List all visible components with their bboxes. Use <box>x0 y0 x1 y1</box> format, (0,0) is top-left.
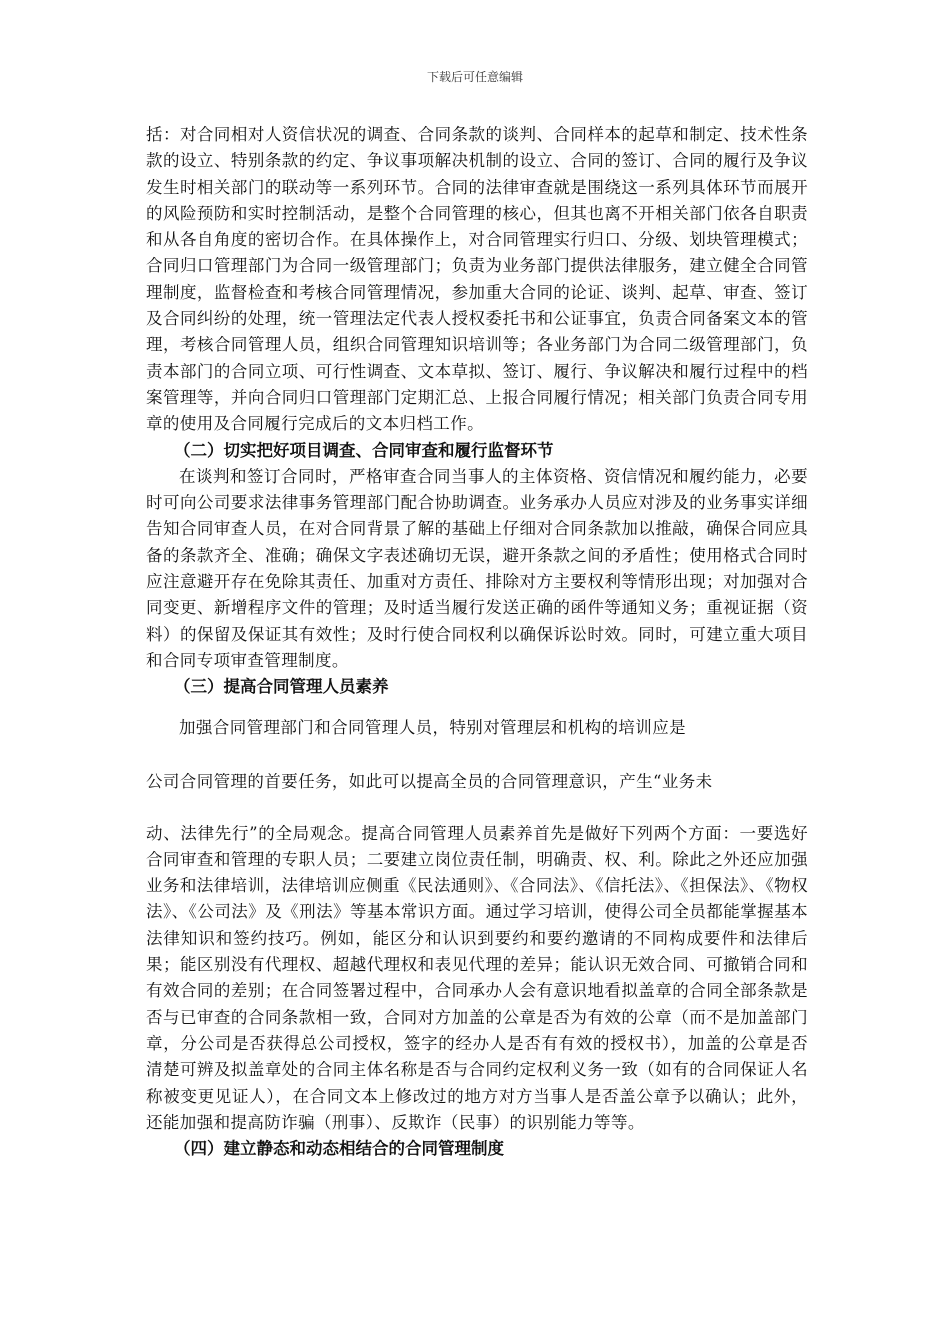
paragraph-training-body: 动、法律先行”的全局观念。提高合同管理人员素养首先是做好下列两个方面：一要选好合同审查和管理的专职人员；二要建立岗位责任制，明确责、权、利。除此之外还应加强业务和法律培训，法律培训应侧重《民法通则》、《合同法》、《信托法》、《担保法》、《物权法》、《公司法》及《刑法》等基本常识方面。通过学习培训，使得公司全员都能掌握基本法律知识和签约技巧。例如，能区分和认识到要约和要约邀请的不同构成要件和法律后果；能区别没有代理权、超越代理权和表见代理的差异；能认识无效合同、可撤销合同和有效合同的差别；在合同签署过程中，合同承办人会有意识地看拟盖章的合同全部条款是否与已审查的合同条款相一致，合同对方加盖的公章是否为有效的公章（而不是加盖部门章，分公司是否获得总公司授权，签字的经办人是否有有效的授权书），加盖的公章是否清楚可辨及拟盖章处的合同主体名称是否与合同约定权利义务一致（如有的合同保证人名称被变更见证人），在合同文本上修改过的地方对方当事人是否盖公章予以确认；此外，还能加强和提高防诈骗（刑事）、反欺诈（民事）的识别能力等等。 <box>146 823 808 1132</box>
document-body <box>146 122 808 1162</box>
section-heading-2: （二）切实把好项目调查、合同审查和履行监督环节 <box>174 440 554 460</box>
paragraph-training-line1: 加强合同管理部门和合同管理人员，特别对管理层和机构的培训应是 <box>179 717 686 737</box>
paragraph-contract-process: 括：对合同相对人资信状况的调查、合同条款的谈判、合同样本的起草和制定、技术性条款的设立、特别条款的约定、争议事项解决机制的设立、合同的签订、合同的履行及争议发生时相关部门的联动等一系列环节。合同的法律审查就是围绕这一系列具体环节而展开的风险预防和实时控制活动，是整个合同管理的核心，但其也离不开相关部门依各自职责和从各自角度的密切合作。在具体操作上，对合同管理实行归口、分级、划块管理模式；合同归口管理部门为合同一级管理部门；负责为业务部门提供法律服务，建立健全合同管理制度，监督检查和考核合同管理情况，参加重大合同的论证、谈判、起草、审查、签订及合同纠纷的处理，统一管理法定代表人授权委托书和公证事宜，负责合同备案文本的管理，考核合同管理人员，组织合同管理知识培训等；各业务部门为合同二级管理部门，负责本部门的合同立项、可行性调查、文本草拟、签订、履行、争议解决和履行过程中的档案管理等，并向合同归口管理部门定期汇总、上报合同履行情况；相关部门负责合同专用章的使用及合同履行完成后的文本归档工作。 <box>146 125 808 434</box>
page-header: 下载后可任意编辑 <box>426 70 523 84</box>
paragraph-training-line2: 公司合同管理的首要任务，如此可以提高全员的合同管理意识，产生“业务未 <box>146 771 713 791</box>
section-heading-4: （四）建立静态和动态相结合的合同管理制度 <box>174 1139 504 1159</box>
paragraph-review-supervision: 在谈判和签订合同时，严格审查合同当事人的主体资格、资信情况和履约能力，必要时可向公司要求法律事务管理部门配合协助调查。业务承办人员应对涉及的业务事实详细告知合同审查人员，在对合同背景了解的基础上仔细对合同条款加以推敲，确保合同应具备的条款齐全、准确；确保文字表述确切无误，避开条款之间的矛盾性；使用格式合同时应注意避开存在免除其责任、加重对方责任、排除对方主要权利等情形出现；对加强对合同变更、新增程序文件的管理；及时适当履行发送正确的函件等通知义务；重视证据（资料）的保留及保证其有效性；及时行使合同权利以确保诉讼时效。同时，可建立重大项目和合同专项审查管理制度。 <box>146 466 808 670</box>
section-heading-3: （三）提高合同管理人员素养 <box>174 677 389 697</box>
